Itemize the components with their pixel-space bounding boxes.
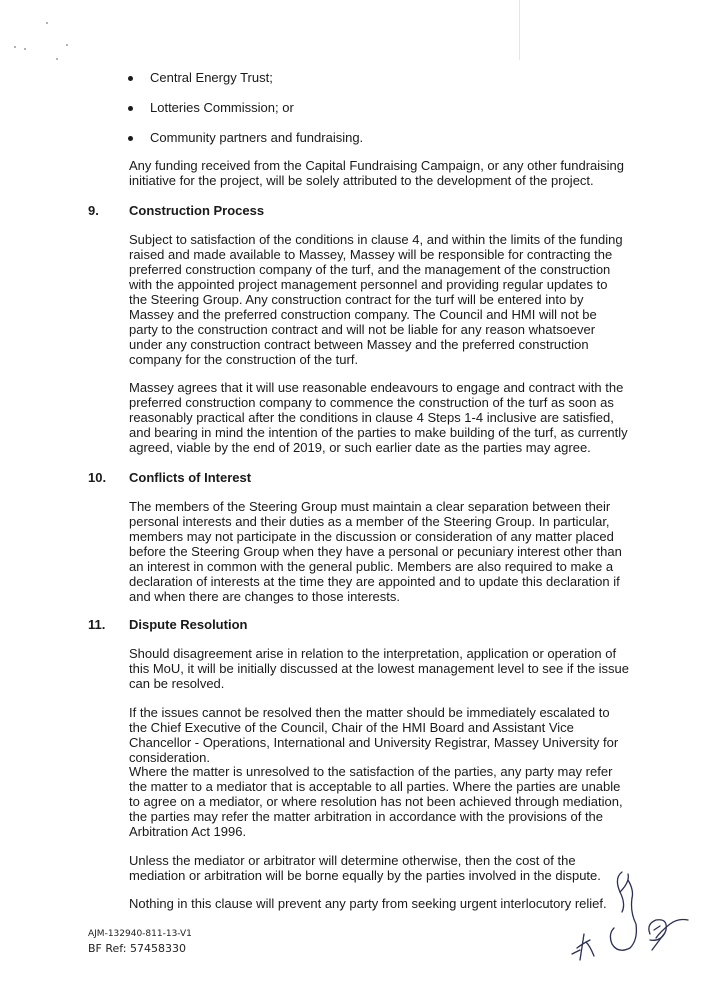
section-number: 10. xyxy=(88,470,107,485)
section-number: 9. xyxy=(88,203,99,218)
section-paragraph: If the issues cannot be resolved then the matter should be immediately escalated to the Chief Executive of the Council, Chair of the HMI Board and Assistant Vice Chancellor - Operations, International and University Registrar, Massey University for consideration. xyxy=(129,705,619,765)
scan-edge-line xyxy=(519,0,520,60)
funding-paragraph: Any funding received from the Capital Fundraising Campaign, or any other fundraising initiative for the project, will be solely attributed to the development of the project. xyxy=(129,158,624,188)
section-title: Conflicts of Interest xyxy=(129,470,252,485)
handwritten-initials-signature xyxy=(570,868,690,963)
bullet-dot-icon xyxy=(128,136,133,141)
scan-specks xyxy=(10,18,80,68)
section-title: Dispute Resolution xyxy=(129,617,248,632)
document-id: AJM-132940-811-13-V1 xyxy=(88,929,192,939)
section-title: Construction Process xyxy=(129,203,265,218)
section-paragraph: Should disagreement arise in relation to the interpretation, application or operation of this MoU, it will be initially discussed at the lowest management level to see if the issue can be resolved. xyxy=(129,646,630,691)
section-paragraph: Subject to satisfaction of the conditions in clause 4, and within the limits of the funding raised and made available to Massey, Massey will be responsible for contracting the preferred construction company of the turf, and the management of the construction with the appointed project management personnel and providing regular updates to the Steering Group. Any construction contract for the turf will be entered into by Massey and the preferred construction company. The Council and HMI will not be party to the construction contract and will not be liable for any reason whatsoever under any construction contract between Massey and the preferred construction company for the construction of the turf. xyxy=(129,232,623,367)
bullet-dot-icon xyxy=(128,106,133,111)
bullet-text: Lotteries Commission; or xyxy=(150,100,294,115)
section-paragraph: Unless the mediator or arbitrator will determine otherwise, then the cost of the mediation or arbitration will be borne equally by the parties involved in the dispute. xyxy=(129,853,601,883)
bf-reference: BF Ref: 57458330 xyxy=(88,942,186,955)
section-paragraph: Nothing in this clause will prevent any party from seeking urgent interlocutory relief. xyxy=(129,896,607,911)
section-paragraph: Where the matter is unresolved to the satisfaction of the parties, any party may refer the matter to a mediator that is acceptable to all parties. Where the parties are unable to agree on a mediator, or where resolution has not been achieved through mediation, the parties may refer the matter arbitration in accordance with the provisions of the Arbitration Act 1996. xyxy=(129,764,623,839)
bullet-dot-icon xyxy=(128,76,133,81)
section-paragraph: Massey agrees that it will use reasonable endeavours to engage and contract with the preferred construction company to commence the construction of the turf as soon as reasonably practical after the conditions in clause 4 Steps 1-4 inclusive are satisfied, and bearing in mind the intention of the parties to make building of the turf, as currently agreed, viable by the end of 2019, or such earlier date as the parties may agree. xyxy=(129,380,628,455)
bullet-text: Central Energy Trust; xyxy=(150,70,273,85)
section-number: 11. xyxy=(88,617,106,632)
section-paragraph: The members of the Steering Group must maintain a clear separation between their personal interests and their duties as a member of the Steering Group. In particular, members may not participate in the discussion or consideration of any matter placed before the Steering Group when they have a personal or pecuniary interest other than an interest in common with the general public. Members are also required to make a declaration of interests at the time they are appointed and to update this declaration if and when there are changes to those interests. xyxy=(129,499,622,604)
bullet-text: Community partners and fundraising. xyxy=(150,130,364,145)
